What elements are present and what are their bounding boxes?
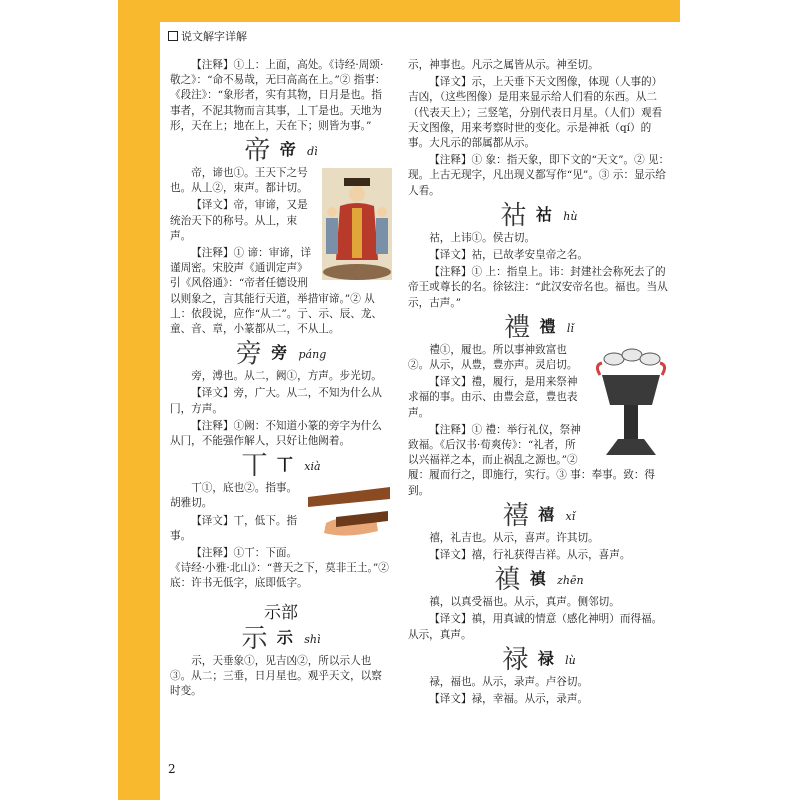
entry-char: 禛 <box>529 569 546 589</box>
entry-pinyin: dì <box>307 145 318 159</box>
entry-char: 禄 <box>537 648 554 668</box>
entry-char: 丅 <box>276 455 293 475</box>
seal-char: 禄 <box>502 644 529 675</box>
page-number: 2 <box>168 762 176 776</box>
entry-char: 祜 <box>535 204 552 224</box>
entry-di-note: 【注释】① 谛：审谛，详谨周密。宋胶声《通训定声》引《风俗通》：“帝者任德设刑以则象之，言其能行天道，举措审谛。”② 从丄：依段说，应作“从二”。亍、示、辰、龙、童、音、章，小篆都从二，不从丄。 <box>170 247 383 336</box>
entry-lu-text: 禄，福也。从示，录声。卢谷切。 <box>429 675 589 688</box>
intro-note: 【注释】①丄：上面，高处。《诗经·周颂·敬之》：“命不易哉，无曰高高在上。”② 指事：《段注》：“象形者，实有其物，日月是也。指事者，不泥其物而言其事，丄丅是也。天地为形，天在上；地在上，天在下；则皆为事。” <box>170 59 386 132</box>
entry-xi-heading <box>408 500 670 531</box>
entry-xia-heading <box>170 451 392 482</box>
entry-di-yiwen: 【译文】帝，审谛，又是统治天下的称号。从丄，朿声。 <box>170 199 308 242</box>
entry-char: 旁 <box>271 343 288 363</box>
entry-pinyin: xià <box>304 460 321 474</box>
entry-li-heading <box>408 312 670 343</box>
entry-zhen-heading <box>408 565 670 596</box>
entry-zhen-yiwen: 【译文】禛，用真诚的情意（感化神明）而得福。从示，真声。 <box>408 613 663 641</box>
entry-di-text: 帝，谛也①。王天下之号也。从丄②，朿声。都计切。 <box>170 167 308 195</box>
ritual-vessel-illustration <box>592 345 670 463</box>
book-page <box>160 22 680 800</box>
entry-pinyin: zhēn <box>557 574 584 588</box>
entry-xia-text: 丅①，底也②。指事。胡雅切。 <box>170 482 298 510</box>
entry-hu-heading <box>408 200 670 231</box>
entry-pinyin: shì <box>304 632 321 646</box>
entry-pang-text: 旁，溥也。从二，阙①，方声。步光切。 <box>191 370 382 383</box>
section-title: 示部 <box>264 602 298 623</box>
seal-char: 禮 <box>504 312 531 343</box>
seal-char: 禧 <box>502 500 529 531</box>
entry-xia-yiwen: 【译文】丅，低下。指事。 <box>170 514 298 542</box>
entry-pang-heading <box>170 339 392 370</box>
seal-char: 帝 <box>244 136 271 167</box>
seal-char: 祜 <box>500 200 527 231</box>
seal-char: 示 <box>241 623 268 654</box>
header-title: 说文解字详解 <box>181 30 247 43</box>
entry-shi-text: 示，天垂象①，见吉凶②，所以示人也③。从二；三垂，日月星也。观乎天文，以察时变。 <box>170 654 382 698</box>
entry-xi-yiwen: 【译文】禧，行礼获得吉祥。从示，喜声。 <box>429 549 631 562</box>
entry-hu-note: 【注释】① 上：指皇上。讳：封建社会称死去了的帝王或尊长的名。徐铉注：“此汉安帝名也。福也。当从示，古声。” <box>408 266 668 309</box>
entry-hu-text: 祜，上讳①。侯古切。 <box>429 231 536 244</box>
entry-pinyin: lù <box>565 653 576 667</box>
left-column <box>170 58 392 702</box>
header-box-icon <box>168 31 178 41</box>
seal-char: 丅 <box>241 451 268 482</box>
entry-pinyin: lǐ <box>566 321 574 335</box>
seal-char: 禛 <box>494 565 521 596</box>
entry-hu-yiwen: 【译文】祜，已故孝安皇帝之名。 <box>429 249 589 262</box>
entry-shi-yiwen: 【译文】示，上天垂下天文图像，体现（人事的）吉凶，（这些图像）是用来显示给人们看的东西。从二（代表天上）；三竖笔，分别代表日月星。（人们）观看天文图像，用来考察时世的变化。示是神祇（qí）的事。大凡示的部属都从示。 <box>408 76 663 150</box>
entry-shi-heading <box>170 623 392 654</box>
entry-li-text: 禮①，履也。所以事神致富也②。从示，从豊，豊亦声。灵启切。 <box>408 343 578 372</box>
seal-char: 旁 <box>235 339 262 370</box>
entry-zhen-text: 禛，以真受福也。从示，真声。侧邻切。 <box>429 596 620 609</box>
entry-li-note: 【注释】① 禮：举行礼仪，祭神致福。《后汉书·荀爽传》：“礼者，所以兴福祥之本，而止祸乱之源也。”② 履：履而行之，即施行，实行。③ 事：奉事。致：得到。 <box>408 423 656 497</box>
entry-xi-text: 禧，礼吉也。从示，喜声。许其切。 <box>429 531 599 544</box>
entry-char: 示 <box>276 627 293 647</box>
entry-li-yiwen: 【译文】禮，履行，是用来祭神求福的事。由示、由豊会意，豊也表声。 <box>408 376 578 419</box>
entry-pinyin: hù <box>563 209 578 223</box>
entry-char: 禮 <box>539 316 556 336</box>
entry-pinyin: páng <box>298 348 327 362</box>
emperor-illustration <box>322 168 392 280</box>
entry-shi-note: 【注释】① 象：指天象，即下文的“天文”。② 见：现。上古无现字，凡出现义都写作“见”。③ 示：显示给人看。 <box>408 154 670 197</box>
entry-lu-yiwen: 【译文】禄，幸福。从示，录声。 <box>429 693 589 706</box>
entry-pang-note: 【注释】①阙：不知道小篆的旁字为什么从冂，不能强作解人，只好让他阙着。 <box>170 419 382 448</box>
hand-wood-illustration <box>306 483 392 543</box>
entry-shi-continued: 示，神事也。凡示之属皆从示。神至切。 <box>408 59 599 71</box>
entry-xia-note: 【注释】①丅：下面。《诗经·小雅·北山》：“普天之下，莫非王土。”② 底：许书无低字，底即低字。 <box>170 547 389 590</box>
right-column <box>408 58 670 709</box>
running-header <box>168 28 247 44</box>
entry-pang-yiwen: 【译文】旁，广大。从二，不知为什么从冂，方声。 <box>170 387 382 415</box>
entry-char: 帝 <box>279 140 296 160</box>
entry-char: 禧 <box>538 504 555 524</box>
entry-lu-heading <box>408 644 670 675</box>
entry-di-heading <box>170 136 392 167</box>
entry-pinyin: xǐ <box>565 509 576 523</box>
